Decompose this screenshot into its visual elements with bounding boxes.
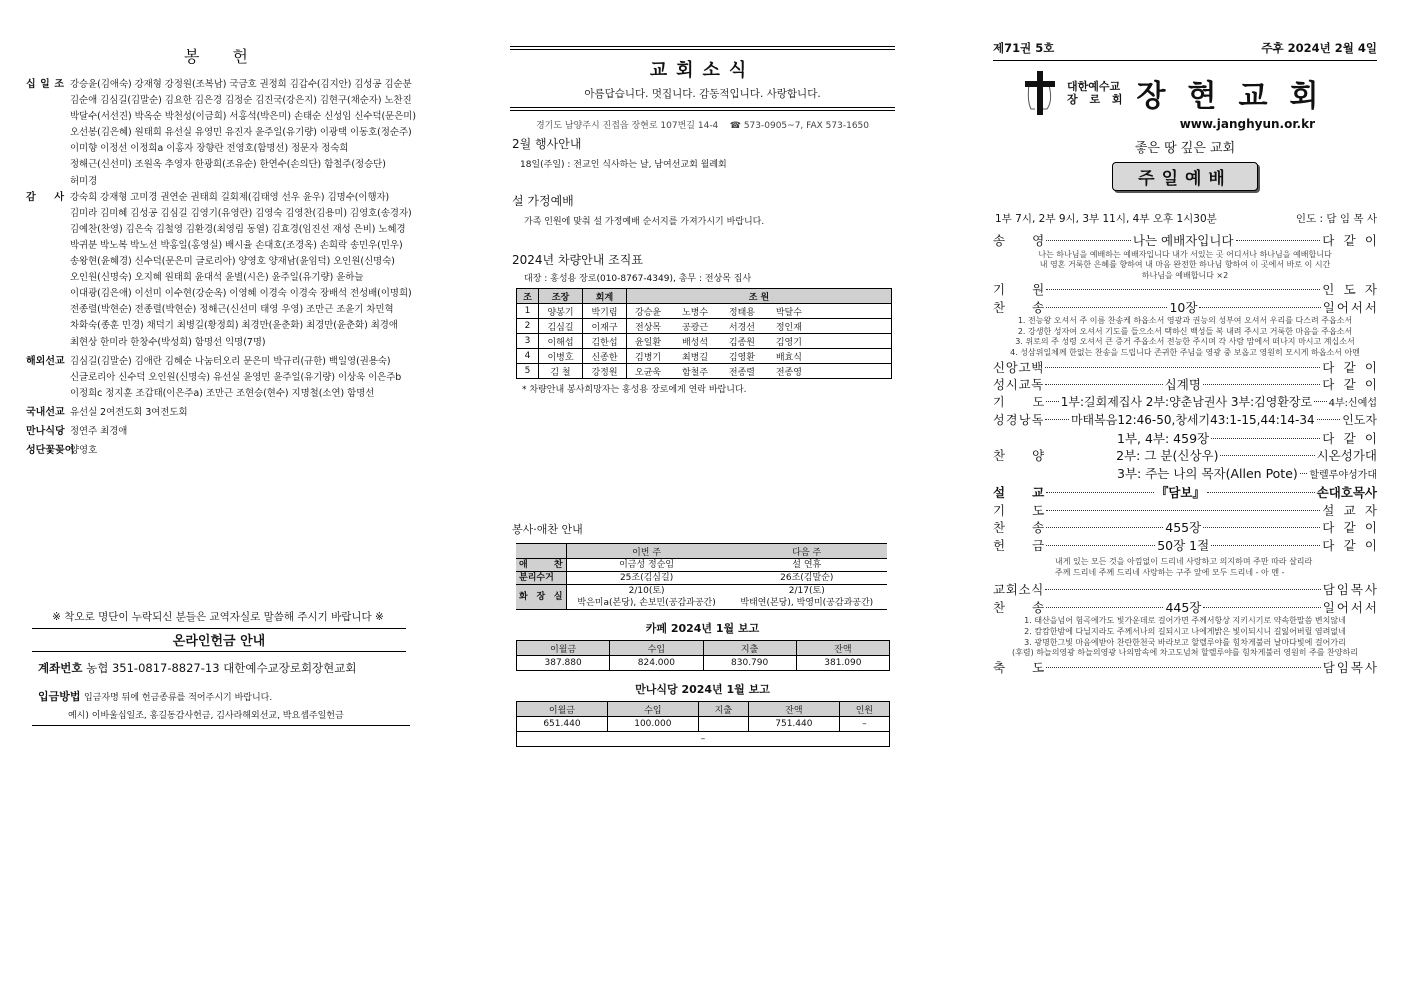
offering-line: 신글로리아 신수덕 오인원(신명숙) 유선실 윤영민 윤주일(유기량) 이상욱 이은주b xyxy=(70,371,402,383)
offering-line: 허미경 xyxy=(70,175,98,187)
row-label: 분리수거 xyxy=(516,572,566,585)
offering-label: 해외선교 xyxy=(26,355,65,367)
car-title: 2024년 차량안내 조직표 xyxy=(512,253,643,267)
dot-leader xyxy=(1046,401,1059,402)
dot-leader xyxy=(1046,545,1155,546)
program-leader: 설교자 xyxy=(1322,502,1387,518)
table-row xyxy=(517,364,892,379)
program-content: 10장 xyxy=(1169,299,1198,315)
program-label: 성경낭독 xyxy=(993,413,1045,428)
table-cell: 824.000 xyxy=(610,656,703,671)
dot-leader xyxy=(1207,492,1315,493)
dot-leader xyxy=(1045,367,1320,368)
service-title: 봉사·애찬 안내 xyxy=(512,523,583,536)
manna-report-table xyxy=(516,701,890,747)
table-header: 지출 xyxy=(703,641,796,656)
offering-names xyxy=(70,190,412,351)
program-item xyxy=(993,484,1377,502)
program-label: 기도 xyxy=(993,502,1072,518)
table-header-row xyxy=(516,544,887,559)
program-item xyxy=(993,430,1387,448)
program-leader: 인도자 xyxy=(1342,413,1377,428)
dot-leader xyxy=(1317,419,1341,420)
program-label: 찬양 xyxy=(993,448,1072,464)
dot-leader xyxy=(1045,589,1320,590)
table-row xyxy=(516,585,887,610)
table-row xyxy=(517,349,892,364)
divider xyxy=(510,46,895,50)
dot-leader xyxy=(1211,545,1320,546)
table-cell: 100.000 xyxy=(607,717,698,732)
program-item xyxy=(993,232,1387,250)
table-header: 조 원 xyxy=(627,289,892,304)
times-text: 1부 7시, 2부 9시, 3부 11시, 4부 오후 1시30분 xyxy=(995,213,1217,225)
table-header: 잔액 xyxy=(748,702,839,717)
offering-line: 정해근(신선미) 조원옥 추영자 한광희(조유순) 한연수(손의단) 함철주(정승단) xyxy=(70,159,386,171)
lyric-line: 내게 있는 모든 것을 아낌없이 드리네 사랑하고 의지하며 주만 따라 살리라 xyxy=(1055,557,1313,567)
table-cell: 3 xyxy=(517,334,539,349)
program-content: 나는 예배자입니다 xyxy=(1132,233,1234,248)
motto: 좋은 땅 깊은 교회 xyxy=(1134,141,1236,156)
offering-label: 만나식당 xyxy=(26,425,65,437)
table-header: 회계 xyxy=(583,289,627,304)
table-cell: 381.090 xyxy=(796,656,889,671)
program-content: 1부, 4부: 459장 xyxy=(1117,430,1210,446)
offering-line: 박달수(서선진) 박옥순 박천성(이금희) 서홍석(박은미) 손태순 신성임 신수덕(문은미) xyxy=(70,111,416,123)
program-leader: 다같이 xyxy=(1322,359,1387,375)
program-label: 헌금 xyxy=(993,537,1072,553)
program-item xyxy=(993,394,1377,413)
offering-line: 유선실 2여전도회 3여전도회 xyxy=(70,406,188,418)
table-row xyxy=(516,572,887,585)
deposit-method xyxy=(38,688,410,704)
program-label: 축도 xyxy=(993,659,1072,675)
dot-leader xyxy=(1046,307,1167,308)
family-worship-title: 설 가정예배 xyxy=(512,194,574,208)
table-cell: 신종한 xyxy=(583,349,627,364)
offering-names xyxy=(70,424,127,440)
lyric-line: 1. 태산을넘어 험곡에가도 빛가운데로 걸어가면 주께서항상 지키시기로 약속한말씀 변치않네 xyxy=(1024,616,1346,626)
program-content: 50장 1절 xyxy=(1157,537,1210,553)
program-item xyxy=(993,502,1387,520)
program-content: 십계명 xyxy=(1164,377,1201,393)
table-cell: 이재구 xyxy=(583,319,627,334)
table-header: 수입 xyxy=(607,702,698,717)
offering-section xyxy=(26,443,410,459)
offering-names xyxy=(70,354,401,402)
lyric-line: 2. 캄캄한밤에 다닐지라도 주께서나의 길되시고 나에게밝은 빛이되시니 길잃어버릴 염려없네 xyxy=(1024,626,1346,636)
denomination-line1: 대한예수교 xyxy=(1067,80,1121,93)
offering-line: 이미향 이정선 이정희a 이홍자 장향란 전영호(함명선) 정문자 정숙희 xyxy=(70,143,349,155)
table-cell: 오균욱 함철주 전종렬 전종영 xyxy=(627,364,892,379)
table-cell: – xyxy=(839,717,889,732)
program-label: 설교 xyxy=(993,485,1072,501)
offering-label: 성단꽃꽂이 xyxy=(26,445,75,457)
offering-names xyxy=(70,405,188,421)
dot-leader xyxy=(1045,419,1069,420)
dot-leader xyxy=(1314,401,1327,402)
offering-label: 감 사 xyxy=(26,191,64,203)
table-header: 잔액 xyxy=(796,641,889,656)
cell-line: 박은미a(본당), 손보민(공감과공간) xyxy=(577,598,716,608)
cafe-report-title: 카페 2024년 1월 보고 xyxy=(645,622,760,635)
table-cell: 김심길 xyxy=(539,319,583,334)
table-cell: 윤일환 배성석 김종원 김영기 xyxy=(627,334,892,349)
offering-section xyxy=(26,405,410,421)
offering-line: 이정희c 정지훈 조갑태(이은주a) 조만근 조현승(현수) 지명철(소연) 함명선 xyxy=(70,387,375,399)
service-table xyxy=(516,543,887,610)
cell-line: 설 연휴 xyxy=(792,560,822,570)
offering-label: 십 일 조 xyxy=(26,79,64,90)
offerings-column xyxy=(26,40,416,726)
program-leader: 일어서서 xyxy=(1322,599,1379,615)
offering-line: 최현상 한미라 한창수(박성희) 함명선 익명(7명) xyxy=(70,336,266,348)
omission-notice: ※ 착오로 명단이 누락되신 분들은 교역자실로 말씀해 주시기 바랍니다 ※ xyxy=(52,611,384,624)
offering-line: 강승윤(김애숙) 강재형 강정원(조복남) 국금호 권정희 김갑수(김지안) 김성공 김순분 xyxy=(70,79,412,90)
table-header-row xyxy=(517,289,892,304)
row-label: 화 장 실 xyxy=(516,585,566,610)
denomination xyxy=(1067,80,1127,106)
table-cell: 4 xyxy=(517,349,539,364)
offering-line: 김미라 김미혜 김성공 김심길 김영기(유영란) 김영숙 김영찬(김용미) 김영호(송경자) xyxy=(70,207,412,219)
address-text: 경기도 남양주시 진접읍 장현로 107번길 14-4 xyxy=(535,121,719,131)
table-cell xyxy=(698,717,748,732)
event-item: 18일(주일) : 전교인 식사하는 날, 남여선교회 월례회 xyxy=(520,160,727,170)
program-label: 찬송 xyxy=(993,520,1072,536)
lyric-line: (후렴) 하늘의영광 하늘의영광 나의맘속에 차고도넘쳐 할렐루야를 힘차게불러 영원히 주를 찬양하리 xyxy=(1012,648,1358,658)
table-cell: 김한섭 xyxy=(583,334,627,349)
dot-leader xyxy=(1046,607,1163,608)
program-item xyxy=(993,465,1377,485)
method-text: 입금자명 뒤에 헌금종류를 적어주시기 바랍니다. xyxy=(84,693,273,704)
table-cell xyxy=(727,585,887,610)
program-content: 1부:길회제집사 2부:양춘남권사 3부:김영환장로 xyxy=(1060,394,1313,409)
table-cell: 김병기 최병길 김영환 배효식 xyxy=(627,349,892,364)
offering-names xyxy=(70,443,97,459)
service-times xyxy=(995,211,1377,226)
program-lyrics xyxy=(993,316,1377,358)
cell-line: 이금성 정순임 xyxy=(619,560,675,570)
dot-leader xyxy=(1046,510,1320,511)
offering-line: 강숙희 강재형 고미경 권연순 권태희 길회제(김태영 선우 윤우) 김명수(이행자) xyxy=(70,191,390,203)
table-header: 인원 xyxy=(839,702,889,717)
table-cell: 1 xyxy=(517,304,539,319)
table-footer-row xyxy=(517,732,890,747)
offering-line: 전종렬(박현순) 전종렬(박현순) 정해근(신선미 태영 우영) 조만근 조윤기 차민혁 xyxy=(70,304,394,316)
lyric-line: 내 영혼 거룩한 은혜를 향하여 내 마음 완전한 하나님 향하여 이 곳에서 바로 이 시간 xyxy=(1039,260,1331,270)
bulletin-header xyxy=(993,40,1377,61)
offering-section xyxy=(26,424,410,440)
program-leader: 다같이 xyxy=(1322,233,1387,248)
lyric-line: 3. 위로의 주 성령 오셔서 큰 증거 주옵소서 전능한 주시며 각 사람 맘에서 떠나지 마시고 계십소서 xyxy=(1015,337,1355,347)
program-leader: 다같이 xyxy=(1322,430,1387,446)
table-cell: – xyxy=(517,732,890,747)
program-content: 3부: 주는 나의 목자(Allen Pote) xyxy=(1117,465,1298,481)
online-offering-title: 온라인헌금 안내 xyxy=(32,628,406,652)
offerings-list xyxy=(26,77,416,459)
program-label: 기도 xyxy=(993,394,1073,409)
program-lyrics xyxy=(993,250,1377,282)
cross-icon xyxy=(1023,71,1057,115)
program-content: 455장 xyxy=(1165,520,1202,536)
program-label: 교회소식 xyxy=(993,582,1044,598)
service-title-box: 주일예배 xyxy=(1112,162,1258,191)
program-label: 신앙고백 xyxy=(993,359,1044,375)
lyric-line: 2. 강생한 성자여 오셔서 기도를 들으소서 택하신 백성들 복 내려 주시고 거룩한 마음을 주옵소서 xyxy=(1017,326,1353,336)
offering-section xyxy=(26,190,410,351)
program-leader: 담임목사 xyxy=(1322,659,1379,675)
news-column xyxy=(510,46,895,747)
volume: 제71권 5호 xyxy=(993,41,1055,55)
website-link[interactable]: www.janghyun.or.kr xyxy=(1179,117,1315,131)
lyric-line: 3. 광명한그빛 마음에받아 찬란한천국 바라보고 할렐루야를 힘차게불러 날마다빛에 걸어가리 xyxy=(1024,637,1346,647)
table-cell: 박기림 xyxy=(583,304,627,319)
program-leader: 일어서서 xyxy=(1322,299,1380,315)
dot-leader xyxy=(1045,384,1162,385)
lyric-line: 나는 하나님을 예배하는 예배자입니다 내가 서있는 곳 어디서나 하나님을 예배합니다 xyxy=(1038,249,1332,259)
offering-line: 송왕현(윤혜경) 신수덕(문은미 글로리아) 양영호 양재남(윤임덕) 오인원(신명숙) xyxy=(70,256,395,268)
program-leader: 인도자 xyxy=(1322,282,1387,298)
offering-line: 박귀분 박노복 박노선 박홍일(홍영실) 배시율 손대호(조경옥) 손희락 송민우(민우) xyxy=(70,239,403,251)
program-leader: 다같이 xyxy=(1322,377,1387,393)
officiant: 인도 : 담 임 목 사 xyxy=(1295,213,1377,225)
table-row xyxy=(516,559,887,572)
car-note: * 차량안내 봉사희망자는 홍성용 장로에게 연락 바랍니다. xyxy=(522,385,747,395)
program-leader: 다같이 xyxy=(1322,537,1387,553)
offering-line: 차화숙(종훈 민경) 채덕기 최병길(황정희) 최경만(윤춘화) 최경만(윤춘화) 최경애 xyxy=(70,320,398,332)
program-label: 기원 xyxy=(993,282,1072,298)
program-leader: 4부:신예섭 xyxy=(1328,397,1378,409)
table-cell xyxy=(727,572,887,585)
news-subtitle: 아름답습니다. 멋집니다. 감동적입니다. 사랑합니다. xyxy=(584,88,821,100)
date: 주후 2024년 2월 4일 xyxy=(1261,41,1377,55)
program-leader: 할렐루야성가대 xyxy=(1309,469,1377,481)
program-item xyxy=(993,376,1387,394)
program-item xyxy=(993,359,1387,377)
cell-line: 박태연(본당), 박영미(공감과공간) xyxy=(740,598,874,608)
program-item xyxy=(993,659,1377,677)
program-lyrics xyxy=(993,557,1377,578)
program-item xyxy=(993,519,1387,537)
program-item xyxy=(993,599,1377,617)
program-content: 마태복음12:46-50,창세기43:1-15,44:14-34 xyxy=(1070,413,1315,428)
manna-report-title: 만나식당 2024년 1월 보고 xyxy=(635,683,770,696)
table-row xyxy=(517,717,890,732)
offering-line: 오선봉(김은혜) 원태희 유선실 유영민 유진자 윤주일(유기량) 이광택 이동호(정순주) xyxy=(70,127,412,139)
dot-leader xyxy=(1046,667,1321,668)
offering-names xyxy=(70,77,416,190)
program-item xyxy=(993,447,1377,465)
program-leader: 다같이 xyxy=(1322,520,1387,536)
offering-line: 정연주 최경애 xyxy=(70,425,128,437)
offering-line: 김예찬(찬영) 김은숙 김철영 김환경(최영림 동열) 김효경(임진선 재성 은비) 노혜경 xyxy=(70,223,406,235)
cafe-report-table xyxy=(516,640,890,671)
dot-leader xyxy=(1199,307,1320,308)
table-cell: 651.440 xyxy=(517,717,608,732)
table-row xyxy=(517,334,892,349)
deposit-example: 예시) 이바울십일조, 홍길동감사헌금, 김사라해외선교, 박요셉주일헌금 xyxy=(32,708,410,726)
dot-leader xyxy=(1300,473,1308,474)
account-number: 농협 351-0817-8827-13 대한예수교장로회장현교회 xyxy=(86,661,357,676)
dot-leader xyxy=(1236,240,1321,241)
program-content: 445장 xyxy=(1165,599,1202,615)
program-item xyxy=(993,537,1387,555)
church-name: 장현교회 xyxy=(1136,79,1341,114)
dot-leader xyxy=(1220,455,1314,456)
table-header: 조 xyxy=(517,289,539,304)
table-header: 수입 xyxy=(610,641,703,656)
table-row xyxy=(517,319,892,334)
car-leader: 대장 : 홍성용 장로(010-8767-4349), 총무 : 전상목 집사 xyxy=(524,274,752,284)
program-label: 성시교독 xyxy=(993,377,1044,393)
news-title: 교회소식 xyxy=(649,60,756,81)
table-cell: 강승윤 노병수 정태용 박달수 xyxy=(627,304,892,319)
car-table xyxy=(516,288,892,379)
church-address xyxy=(510,118,895,131)
family-worship-text: 가족 인원에 맞춰 설 가정예배 순서지를 가져가시기 바랍니다. xyxy=(524,217,765,227)
table-cell: 강정원 xyxy=(583,364,627,379)
program-label: 찬송 xyxy=(993,599,1072,615)
table-cell: 전상목 공광근 서경선 정인재 xyxy=(627,319,892,334)
program-item xyxy=(993,281,1387,299)
table-cell: 2 xyxy=(517,319,539,334)
cell-line: 2/17(토) xyxy=(788,586,825,596)
program-leader: 담임목사 xyxy=(1322,582,1379,598)
table-row xyxy=(517,304,892,319)
account-label: 계좌번호 xyxy=(38,661,83,676)
offering-line: 이대광(김은애) 이선미 이수현(강순옥) 이영혜 이경숙 이경숙 장배석 전성배(이명희) xyxy=(70,288,412,300)
worship-program xyxy=(993,232,1387,676)
table-cell: 양봉기 xyxy=(539,304,583,319)
table-cell: 5 xyxy=(517,364,539,379)
program-label: 송영 xyxy=(993,233,1072,248)
cell-line: 25조(김심길) xyxy=(619,573,674,583)
offering-line: 김순애 김심길(김말순) 김요한 김은경 김정순 김진국(강은지) 김현구(채순자) 노찬진 xyxy=(70,95,412,107)
church-logo xyxy=(1023,69,1377,117)
table-cell xyxy=(566,585,726,610)
program-item xyxy=(993,412,1377,430)
table-cell xyxy=(566,572,726,585)
program-content: 2부: 그 분(신상우) xyxy=(1116,448,1219,464)
offering-line: 양영호 xyxy=(70,445,98,457)
program-item xyxy=(993,299,1380,317)
table-cell: 이병호 xyxy=(539,349,583,364)
dot-leader xyxy=(1046,492,1154,493)
dot-leader xyxy=(1046,240,1131,241)
offering-label: 국내선교 xyxy=(26,406,65,418)
table-row xyxy=(517,656,890,671)
denomination-line2: 장 로 회 xyxy=(1067,93,1127,106)
events-title: 2월 행사안내 xyxy=(512,137,582,151)
table-cell: 387.880 xyxy=(517,656,610,671)
table-header: 이월금 xyxy=(517,702,608,717)
table-cell: 830.790 xyxy=(703,656,796,671)
cell-line: 2/10(토) xyxy=(628,586,665,596)
lyric-line: 주께 드리네 주께 드리네 사랑하는 구주 앞에 모두 드리네 - 아 멘 - xyxy=(1055,567,1285,577)
phone-text: ☎ 573-0905~7, FAX 573-1650 xyxy=(729,121,870,131)
account-info xyxy=(38,660,410,676)
program-content: 『담보』 xyxy=(1155,485,1205,501)
table-cell: 751.440 xyxy=(748,717,839,732)
table-cell xyxy=(727,559,887,572)
program-item xyxy=(993,581,1377,599)
dot-leader xyxy=(1046,289,1320,290)
lyric-line: 하나님을 예배합니다 ×2 xyxy=(1141,270,1229,280)
table-header: 이월금 xyxy=(517,641,610,656)
dot-leader xyxy=(1203,527,1320,528)
offering-line: 김심길(김말순) 김애란 김혜순 나눔터오리 문은미 박규리(규한) 백일영(권용숙) xyxy=(70,355,391,367)
table-cell xyxy=(566,559,726,572)
table-header xyxy=(516,544,566,559)
table-header: 조장 xyxy=(539,289,583,304)
program-leader: 시온성가대 xyxy=(1316,448,1377,464)
dot-leader xyxy=(1211,438,1320,439)
table-header-row xyxy=(517,702,890,717)
table-header: 다음 주 xyxy=(727,544,887,559)
row-label: 애 찬 xyxy=(516,559,566,572)
table-header: 지출 xyxy=(698,702,748,717)
program-lyrics xyxy=(993,616,1377,658)
offering-line: 오인원(신명숙) 오지혜 원태희 윤대석 윤별(시은) 윤주일(유기량) 윤하늘 xyxy=(70,272,364,284)
dot-leader xyxy=(1046,527,1163,528)
table-header-row xyxy=(517,641,890,656)
method-label: 입금방법 xyxy=(38,690,81,704)
program-label: 찬송 xyxy=(993,299,1072,315)
lyric-line: 1. 전능왕 오셔서 주 이름 찬송케 하옵소서 영광과 권능의 성부여 오셔서 우리를 다스려 주옵소서 xyxy=(1017,316,1353,326)
table-cell: 김 철 xyxy=(539,364,583,379)
offering-section xyxy=(26,354,410,402)
bulletin-column xyxy=(993,40,1387,676)
cell-line: 26조(김말순) xyxy=(780,573,834,583)
dot-leader xyxy=(1203,607,1320,608)
lyric-line: 4. 성삼위일체께 한없는 찬송을 드립니다 존귀한 주님을 영광 중 보옵고 영원히 모시게 하옵소서 아멘 xyxy=(1010,348,1360,358)
offerings-title: 봉 헌 xyxy=(184,47,262,66)
offering-section xyxy=(26,77,416,190)
program-leader: 손대호목사 xyxy=(1316,485,1378,501)
dot-leader xyxy=(1203,384,1320,385)
table-header: 이번 주 xyxy=(566,544,726,559)
table-cell: 이해섭 xyxy=(539,334,583,349)
divider xyxy=(510,107,895,111)
